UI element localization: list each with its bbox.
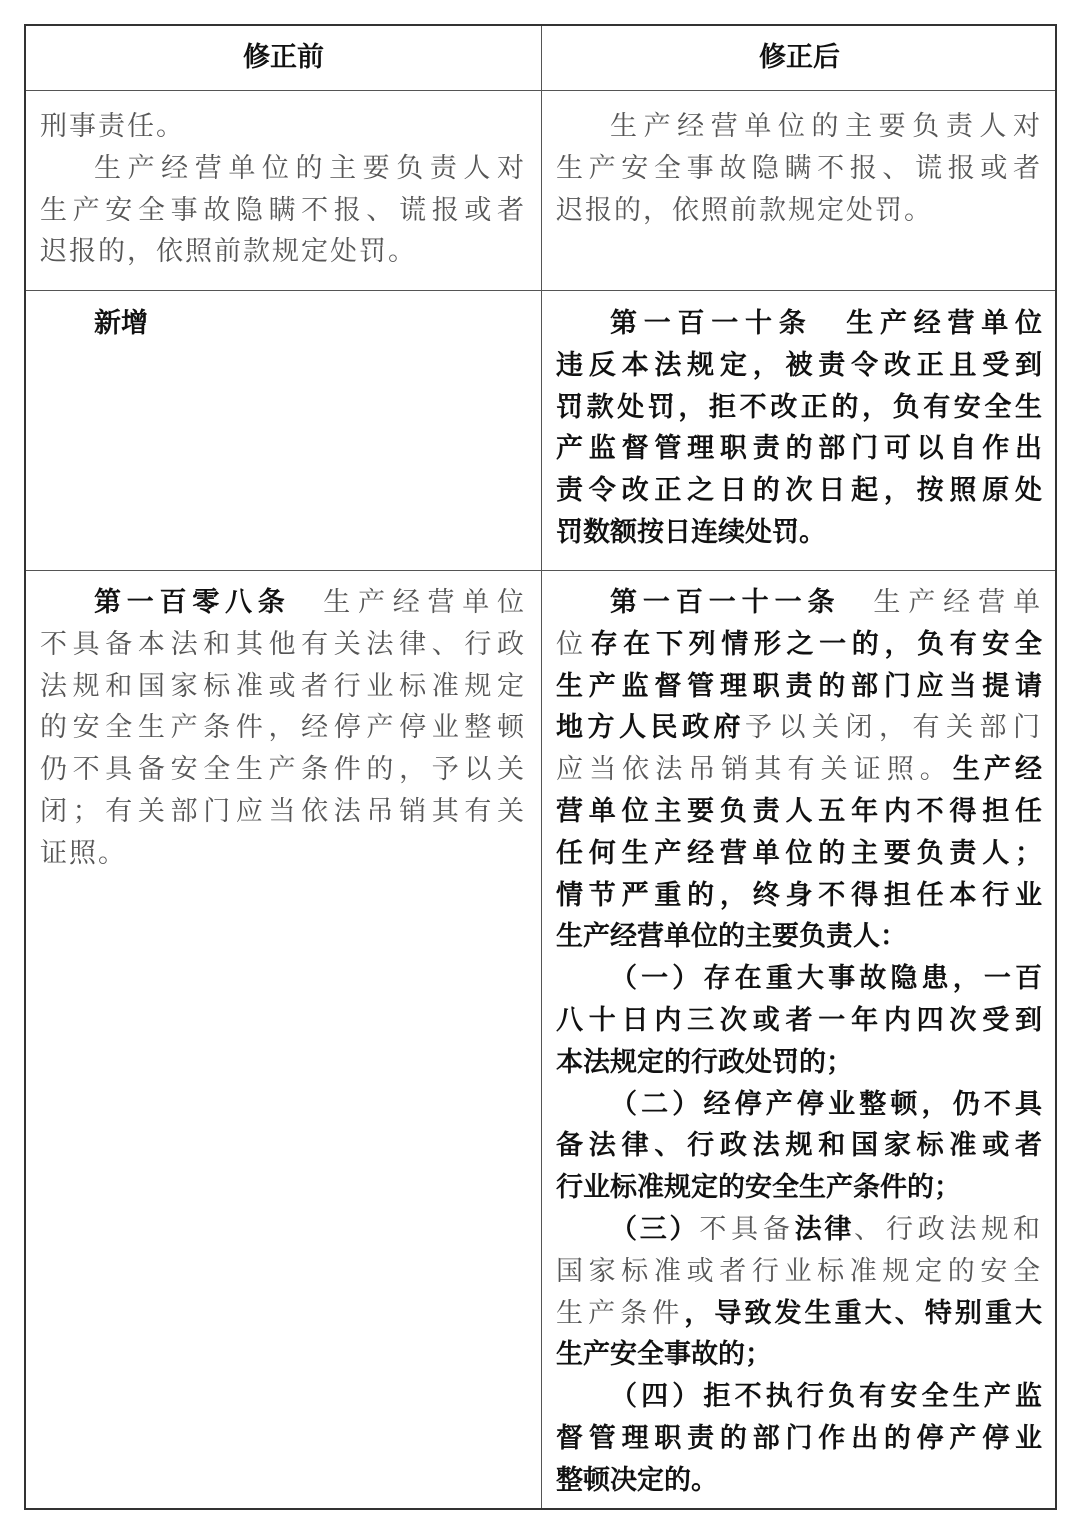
bold-text: 营单位主要负责人五年内不得担任 xyxy=(556,795,1042,827)
bold-text: （三） xyxy=(610,1213,700,1245)
bold-text: 罚数额按日连续处罚。 xyxy=(556,516,826,548)
header-after: 修正后 xyxy=(759,42,840,73)
bold-text: 生产经营单位的主要负责人： xyxy=(556,921,907,953)
bold-text: 行业标准规定的安全生产条件的； xyxy=(556,1172,961,1204)
regular-text: 仍不具备安全生产条件的，予以关 xyxy=(40,754,526,786)
bold-text: 八十日内三次或者一年内四次受到 xyxy=(556,1004,1042,1036)
regular-text: 迟报的，依照前款规定处罚。 xyxy=(40,236,417,268)
bold-text: （四）拒不执行负有安全生产监 xyxy=(610,1381,1042,1413)
regular-text: 证照。 xyxy=(40,837,127,869)
bold-text: （一）存在重大事故隐患，一百 xyxy=(610,963,1042,995)
text-line xyxy=(556,345,1042,387)
regular-text: 生产经营单 xyxy=(873,587,1043,618)
header-before: 修正前 xyxy=(243,42,324,73)
text-line xyxy=(556,833,1042,875)
row-1-after xyxy=(556,106,1042,231)
text-line xyxy=(556,624,1042,666)
regular-text: 的安全生产条件，经停产停业整顿 xyxy=(40,712,526,744)
regular-text: 法规和国家标准或者行业标准规定 xyxy=(40,670,526,702)
text-line xyxy=(556,707,1042,749)
text-line xyxy=(40,148,526,190)
row-divider xyxy=(26,570,1055,571)
row-1-before xyxy=(40,106,526,273)
regular-text: 刑事责任。 xyxy=(40,111,185,142)
text-line xyxy=(556,1167,1042,1209)
bold-text: 罚款处罚，拒不改正的，负有安全生 xyxy=(556,391,1042,423)
bold-text: 本法规定的行政处罚的； xyxy=(556,1046,853,1078)
text-line xyxy=(556,512,1042,554)
regular-text: 生产经营单位的主要负责人对 xyxy=(94,152,526,184)
regular-text: 不具备 xyxy=(699,1213,795,1245)
row-divider xyxy=(26,90,1055,91)
bold-text: 任何生产经营单位的主要负责人； xyxy=(556,837,1042,869)
regular-text: 生产经营单位 xyxy=(323,587,526,618)
text-line xyxy=(556,1125,1042,1167)
bold-text: （二）经停产停业整顿，仍不具 xyxy=(610,1088,1042,1120)
bold-text: 生产经 xyxy=(952,754,1043,786)
text-line xyxy=(40,666,526,708)
bold-text: 法律 xyxy=(794,1213,855,1245)
text-line xyxy=(556,1376,1042,1418)
bold-text: 备法律、行政法规和国家标准或者 xyxy=(556,1130,1042,1162)
regular-text: 、行政法规和 xyxy=(854,1213,1043,1245)
bold-text: 违反本法规定，被责令改正且受到 xyxy=(556,349,1042,381)
text-line xyxy=(40,582,526,624)
regular-text: 生产条件 xyxy=(556,1297,685,1329)
text-line xyxy=(40,303,526,345)
text-line xyxy=(556,666,1042,708)
bold-text: 情节严重的，终身不得担任本行业 xyxy=(556,879,1042,911)
text-line xyxy=(556,387,1042,429)
text-line xyxy=(40,624,526,666)
text-line xyxy=(556,1251,1042,1293)
text-line xyxy=(556,1084,1042,1126)
text-line xyxy=(556,1334,1042,1376)
bold-text: 责令改正之日的次日起，按照原处 xyxy=(556,475,1042,507)
bold-text: 生产监督管理职责的部门应当提请 xyxy=(556,670,1042,702)
text-line xyxy=(40,231,526,273)
text-line xyxy=(556,1042,1042,1084)
text-line xyxy=(556,1000,1042,1042)
text-line xyxy=(556,916,1042,958)
row-2-before xyxy=(40,303,526,345)
bold-text: 督管理职责的部门作出的停产停业 xyxy=(556,1422,1042,1454)
text-line xyxy=(556,190,1042,232)
text-line xyxy=(40,106,526,148)
regular-text: 生产安全事故隐瞒不报、谎报或者 xyxy=(556,152,1042,184)
text-line xyxy=(556,791,1042,833)
bold-text: 新增 xyxy=(94,308,148,339)
text-line xyxy=(556,106,1042,148)
row-2-after xyxy=(556,303,1042,554)
text-line xyxy=(40,707,526,749)
bold-text: 第一百一十条 生产经营单位 xyxy=(610,308,1042,339)
text-line xyxy=(40,833,526,875)
bold-text: 第一百一十一条 xyxy=(610,587,874,618)
text-line xyxy=(556,582,1042,624)
text-line xyxy=(40,190,526,232)
regular-text: 闭；有关部门应当依法吊销其有关 xyxy=(40,795,526,827)
regular-text: 应当依法吊销其有关证照。 xyxy=(556,754,953,786)
text-line xyxy=(40,749,526,791)
text-line xyxy=(556,148,1042,190)
text-line xyxy=(556,1209,1042,1251)
regular-text: 予以关闭，有关部门 xyxy=(745,712,1042,744)
text-line xyxy=(556,875,1042,917)
text-line xyxy=(556,1418,1042,1460)
text-line xyxy=(556,1293,1042,1335)
bold-text: 整顿决定的。 xyxy=(556,1464,718,1496)
regular-text: 位 xyxy=(556,628,591,660)
text-line xyxy=(556,958,1042,1000)
row-3-before xyxy=(40,582,526,875)
bold-text: 生产安全事故的； xyxy=(556,1339,772,1371)
text-line xyxy=(556,428,1042,470)
comparison-table xyxy=(24,24,1057,1510)
regular-text: 生产经营单位的主要负责人对 xyxy=(610,111,1042,142)
regular-text: 国家标准或者行业标准规定的安全 xyxy=(556,1255,1042,1287)
bold-text: 地方人民政府 xyxy=(556,712,745,744)
column-divider xyxy=(541,26,542,1508)
regular-text: 不具备本法和其他有关法律、行政 xyxy=(40,628,526,660)
text-line xyxy=(556,1460,1042,1502)
bold-text: 产监督管理职责的部门可以自作出 xyxy=(556,433,1042,465)
text-line xyxy=(40,791,526,833)
text-line xyxy=(556,470,1042,512)
row-divider xyxy=(26,290,1055,291)
row-3-after xyxy=(556,582,1042,1502)
regular-text: 生产安全事故隐瞒不报、谎报或者 xyxy=(40,194,526,226)
text-line xyxy=(556,749,1042,791)
bold-text: 存在下列情形之一的，负有安全 xyxy=(590,628,1043,660)
bold-text: 第一百零八条 xyxy=(94,587,324,618)
text-line xyxy=(556,303,1042,345)
regular-text: 迟报的，依照前款规定处罚。 xyxy=(556,194,933,226)
bold-text: ，导致发生重大、特别重大 xyxy=(684,1297,1043,1329)
